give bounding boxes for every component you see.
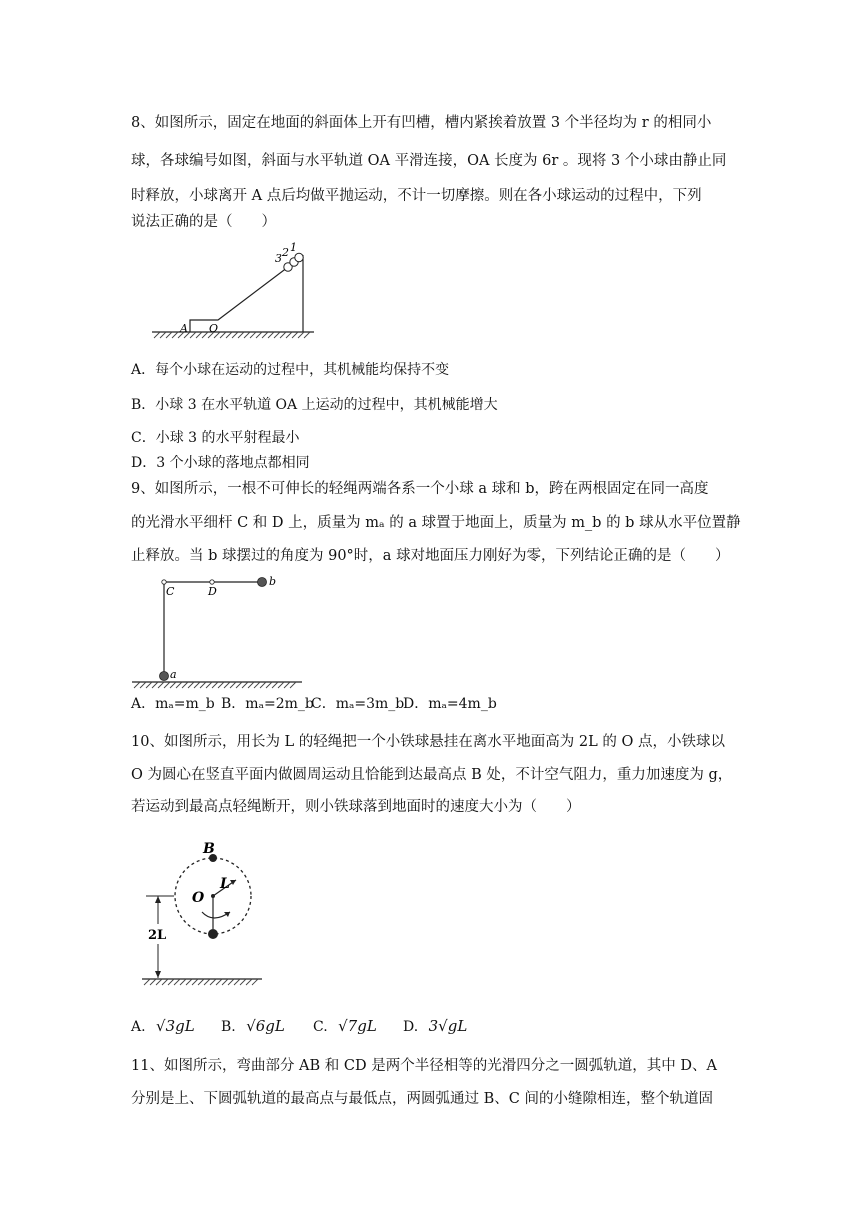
ball-3-label: 3 <box>275 252 282 265</box>
q10-option-d-expr: 3√gL <box>428 1017 468 1035</box>
q9-option-c[interactable]: C．mₐ=3m_b <box>311 696 405 712</box>
q9-line-3: 止释放。当 b 球摆过的角度为 90°时，a 球对地面压力刚好为零，下列结论正确的是（ ） <box>131 548 730 564</box>
q8-line-4: 说法正确的是（ ） <box>131 214 276 230</box>
ball-a-label: a <box>170 668 177 681</box>
q10-option-a-expr: √3gL <box>156 1017 195 1035</box>
q9-line-2: 的光滑水平细杆 C 和 D 上，质量为 mₐ 的 a 球置于地面上，质量为 m_b 的 b 球从水平位置静 <box>131 515 741 531</box>
q8-option-d[interactable]: D．3 个小球的落地点都相同 <box>131 455 310 471</box>
q9-option-b[interactable]: B．mₐ=2m_b <box>221 696 314 712</box>
q8-line-3: 时释放，小球离开 A 点后均做平抛运动，不计一切摩擦。则在各小球运动的过程中，下列 <box>131 188 702 204</box>
q10-option-b[interactable] <box>221 1016 285 1037</box>
ball-b-label: b <box>269 575 277 588</box>
q9-line-1: 9、如图所示，一根不可伸长的轻绳两端各系一个小球 a 球和 b，跨在两根固定在同一高度 <box>131 481 709 497</box>
q8-line-2: 球，各球编号如图，斜面与水平轨道 OA 平滑连接，OA 长度为 6r 。现将 3 个小球由静止同 <box>131 153 727 169</box>
ball-2-label: 2 <box>282 246 289 259</box>
q8-option-b[interactable]: B．小球 3 在水平轨道 OA 上运动的过程中，其机械能增大 <box>131 397 498 413</box>
q10-line-3: 若运动到最高点轻绳断开，则小铁球落到地面时的速度大小为（ ） <box>131 799 581 815</box>
length-l-label: L <box>220 876 230 892</box>
q10-option-a-letter: A. <box>131 1019 146 1035</box>
q10-line-2: O 为圆心在竖直平面内做圆周运动且恰能到达最高点 B 处，不计空气阻力，重力加速度为 g， <box>131 767 733 783</box>
q10-option-a[interactable] <box>131 1016 195 1037</box>
point-o-label: O <box>192 890 205 906</box>
q10-option-d[interactable] <box>403 1016 467 1037</box>
point-a-label: A <box>180 322 188 335</box>
q8-option-a[interactable]: A．每个小球在运动的过程中，其机械能均保持不变 <box>131 362 450 378</box>
point-o-label: O <box>209 322 219 335</box>
ball-1-label: 1 <box>290 241 297 254</box>
rod-c-label: C <box>166 585 175 598</box>
q9-figure-pendulum <box>130 572 310 690</box>
q10-option-c-expr: √7gL <box>338 1017 377 1035</box>
q8-figure-incline <box>148 240 318 352</box>
q10-line-1: 10、如图所示，用长为 L 的轻绳把一个小铁球悬挂在离水平地面高为 2L 的 O 点，小铁球以 <box>131 734 725 750</box>
q10-option-b-letter: B. <box>221 1019 236 1035</box>
q10-option-c[interactable] <box>313 1016 377 1037</box>
height-2l-label: 2L <box>148 928 167 943</box>
point-b-label: B <box>203 841 215 857</box>
q10-option-d-letter: D. <box>403 1019 419 1035</box>
q10-figure-circle <box>138 836 268 994</box>
q11-line-1: 11、如图所示，弯曲部分 AB 和 CD 是两个半径相等的光滑四分之一圆弧轨道，其中 D、A <box>131 1058 717 1074</box>
q9-option-d[interactable]: D．mₐ=4m_b <box>403 696 497 712</box>
rod-d-label: D <box>208 585 217 598</box>
q10-option-c-letter: C. <box>313 1019 328 1035</box>
q9-option-a[interactable]: A．mₐ=m_b <box>131 696 215 712</box>
q11-line-2: 分别是上、下圆弧轨道的最高点与最低点，两圆弧通过 B、C 间的小缝隙相连，整个轨道固 <box>131 1091 713 1107</box>
q8-line-1: 8、如图所示，固定在地面的斜面体上开有凹槽，槽内紧挨着放置 3 个半径均为 r 的相同小 <box>131 115 712 131</box>
q10-option-b-expr: √6gL <box>246 1017 285 1035</box>
q8-option-c[interactable]: C．小球 3 的水平射程最小 <box>131 430 300 446</box>
